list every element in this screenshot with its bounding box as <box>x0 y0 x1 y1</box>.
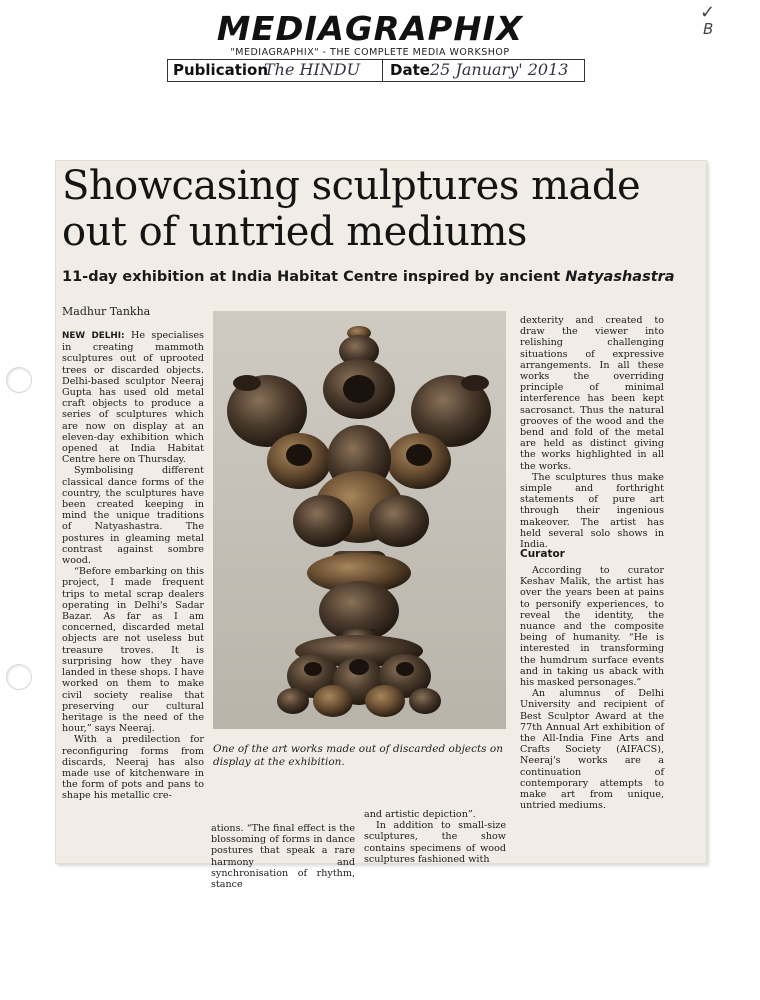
paragraph: dexterity and created to draw the viewer into relishing challenging situations of expressive arrangements. In all these works the overriding principle of minimal interference has been kept sacrosanct. Thus the natural grooves of the wood and the bend and fold of the metal are held as distinct giving the works highlighted in all the works. <box>520 315 664 472</box>
mediagraphix-logo: MEDIAGRAPHIX <box>216 9 524 48</box>
paragraph: The sculptures thus make simple and forthright statements of pure art through their ingenious makeover. The artist has held several solo shows in India. <box>520 471 664 551</box>
publication-box <box>167 59 585 82</box>
paragraph: Symbolising different classical dance forms of the country, the sculptures have been created keeping in mind the unique traditions of Natyashastra. The postures in gleaming metal contrast against sombre wood. <box>62 465 204 567</box>
box-divider <box>382 60 383 81</box>
subhead-italic: Natyashastra <box>565 269 675 285</box>
article-column-3 <box>364 809 506 865</box>
article-column-4 <box>520 315 664 550</box>
subheadline <box>62 269 702 285</box>
article-column-1 <box>62 330 204 802</box>
byline: Madhur Tankha <box>62 305 151 318</box>
paragraph: He specialises in creating mammoth sculptures out of uprooted trees or discarded objects. Delhi-based sculptor Neeraj Gupta has used old metal craft objects to produce a series of sculptures which are now on display at an eleven-day exhibition which opened at India Habitat Centre here on Thursday. <box>62 330 204 466</box>
article-column-2 <box>211 823 355 890</box>
newspaper-clipping <box>55 160 707 891</box>
paragraph: In addition to small-size sculptures, the show contains specimens of wood sculptures fashioned with <box>364 820 506 865</box>
corner-letter: B <box>703 20 714 38</box>
paragraph: “Before embarking on this project, I made frequent trips to metal scrap dealers operating in Delhi's Sadar Bazar. As far as I am concerned, discarded metal objects are not useless but treasure troves. It is surprising how they have landed in these shops. I have worked on them to make civil society realise that preserving our cultural heritage is the need of the hour,” says Neeraj. <box>62 566 204 735</box>
tagline: "MEDIAGRAPHIX" - THE COMPLETE MEDIA WORKSHOP <box>230 47 510 58</box>
paragraph: and artistic depiction”. <box>364 809 476 820</box>
subhead-text: 11-day exhibition at India Habitat Centre inspired by ancient <box>62 269 566 285</box>
photo-caption: One of the art works made out of discarded objects on display at the exhibition. <box>213 743 503 768</box>
punch-hole <box>6 367 32 393</box>
paragraph: ations. “The final effect is the blossoming of forms in dance postures that speak a rare harmony and synchronisation of rhythm, stance <box>211 823 355 891</box>
sculpture-photo <box>213 311 506 729</box>
article-column-4-continued <box>520 565 664 811</box>
sculpture-illustration <box>213 311 506 729</box>
date-label: Date <box>390 61 430 79</box>
section-heading-curator: Curator <box>520 548 565 560</box>
masthead <box>160 9 580 58</box>
paragraph: With a predilection for reconfiguring forms from discards, Neeraj has also made use of kitchenware in the form of pots and pans to shape his metallic cre- <box>62 734 204 802</box>
date-value: 25 January' 2013 <box>430 60 569 79</box>
headline: Showcasing sculptures made out of untried mediums <box>62 163 641 255</box>
paragraph: An alumnus of Delhi University and recipient of Best Sculptor Award at the 77th Annual Art exhibition of the All-India Fine Arts and Crafts Society (AIFACS), Neeraj's works are a continuation of contemporary attempts to make art from unique, untried mediums. <box>520 688 664 812</box>
dateline: NEW DELHI: <box>62 331 125 341</box>
publication-label: Publication <box>173 61 269 79</box>
tick-mark: ✓ <box>700 2 716 23</box>
punch-hole <box>6 664 32 690</box>
paragraph: According to curator Keshav Malik, the artist has over the years been at pains to personify experiences, to reveal the identity, the nuance and the composite being of humanity. “He is interested in transforming the humdrum surface events and in taking us aback with his masked personages.” <box>520 565 664 689</box>
publication-value: The HINDU <box>264 60 361 79</box>
